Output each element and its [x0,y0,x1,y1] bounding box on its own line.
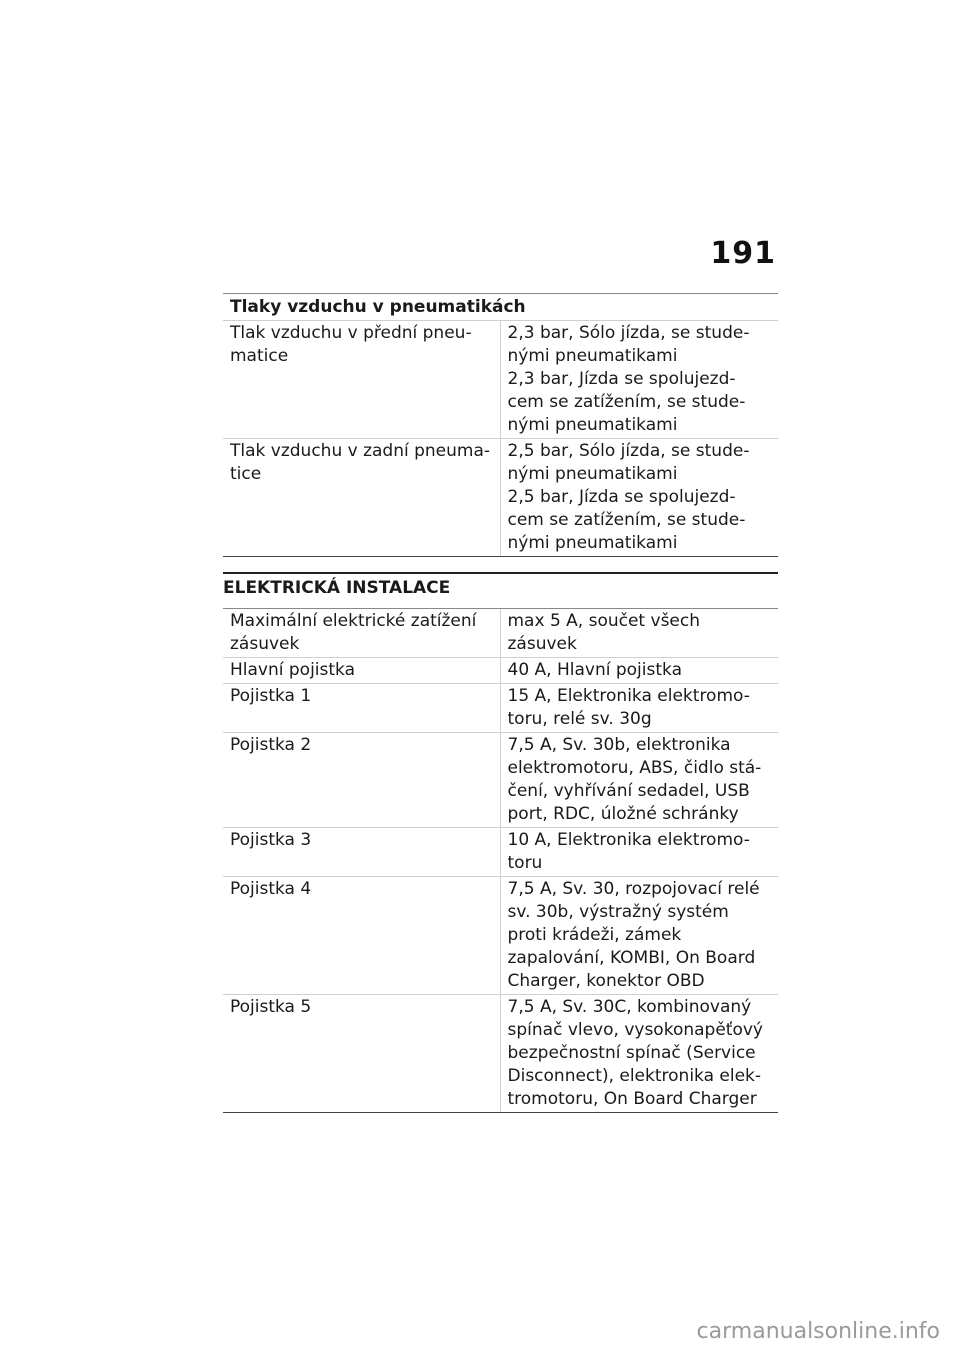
row-value: 7,5 A, Sv. 30C, kombinovaný spínač vlevo, vysokonapěťový bezpečnostní spínač (Service Disconnect), elektronika elek- tromotoru, On Board Charger [500,995,778,1113]
table-row [223,439,778,557]
page-content [223,293,778,1113]
table-row [223,684,778,733]
section-heading-electrical: ELEKTRICKÁ INSTALACE [223,572,778,609]
value-line: 2,5 bar, Jízda se spolujezd- cem se zatížením, se stude- nými pneumatikami [507,487,746,553]
tire-pressure-title: Tlaky vzduchu v pneumatikách [223,294,778,321]
row-label: Maximální elektrické zatížení zásuvek [223,609,500,658]
watermark: carmanualsonline.info [696,1319,940,1344]
row-label: Tlak vzduchu v přední pneu- matice [223,321,500,439]
row-label: Pojistka 3 [223,828,500,877]
page-number: 191 [710,236,776,271]
table-row [223,995,778,1113]
table-row [223,828,778,877]
row-label: Hlavní pojistka [223,658,500,684]
row-value: 40 A, Hlavní pojistka [500,658,778,684]
row-value [500,439,778,557]
row-value: 10 A, Elektronika elektromo- toru [500,828,778,877]
row-value [500,321,778,439]
table-row [223,609,778,658]
row-label: Pojistka 4 [223,877,500,995]
row-label: Pojistka 2 [223,733,500,828]
row-value: 7,5 A, Sv. 30b, elektronika elektromotoru, ABS, čidlo stá- čení, vyhřívání sedadel, USB port, RDC, úložné schránky [500,733,778,828]
row-value: 15 A, Elektronika elektromo- toru, relé sv. 30g [500,684,778,733]
table-row [223,321,778,439]
value-line: 2,5 bar, Sólo jízda, se stude- nými pneumatikami [507,441,750,484]
value-line: 2,3 bar, Jízda se spolujezd- cem se zatížením, se stude- nými pneumatikami [507,369,746,435]
table-row [223,877,778,995]
value-line: 2,3 bar, Sólo jízda, se stude- nými pneumatikami [507,323,750,366]
electrical-table [223,609,778,1113]
row-value: 7,5 A, Sv. 30, rozpojovací relé sv. 30b, výstražný systém proti krádeži, zámek zapalování, KOMBI, On Board Charger, konektor OBD [500,877,778,995]
tire-pressure-table [223,293,778,557]
table-subheading-row [223,294,778,321]
table-row [223,658,778,684]
row-label: Pojistka 1 [223,684,500,733]
table-row [223,733,778,828]
row-value: max 5 A, součet všech zásuvek [500,609,778,658]
row-label: Pojistka 5 [223,995,500,1113]
row-label: Tlak vzduchu v zadní pneuma- tice [223,439,500,557]
